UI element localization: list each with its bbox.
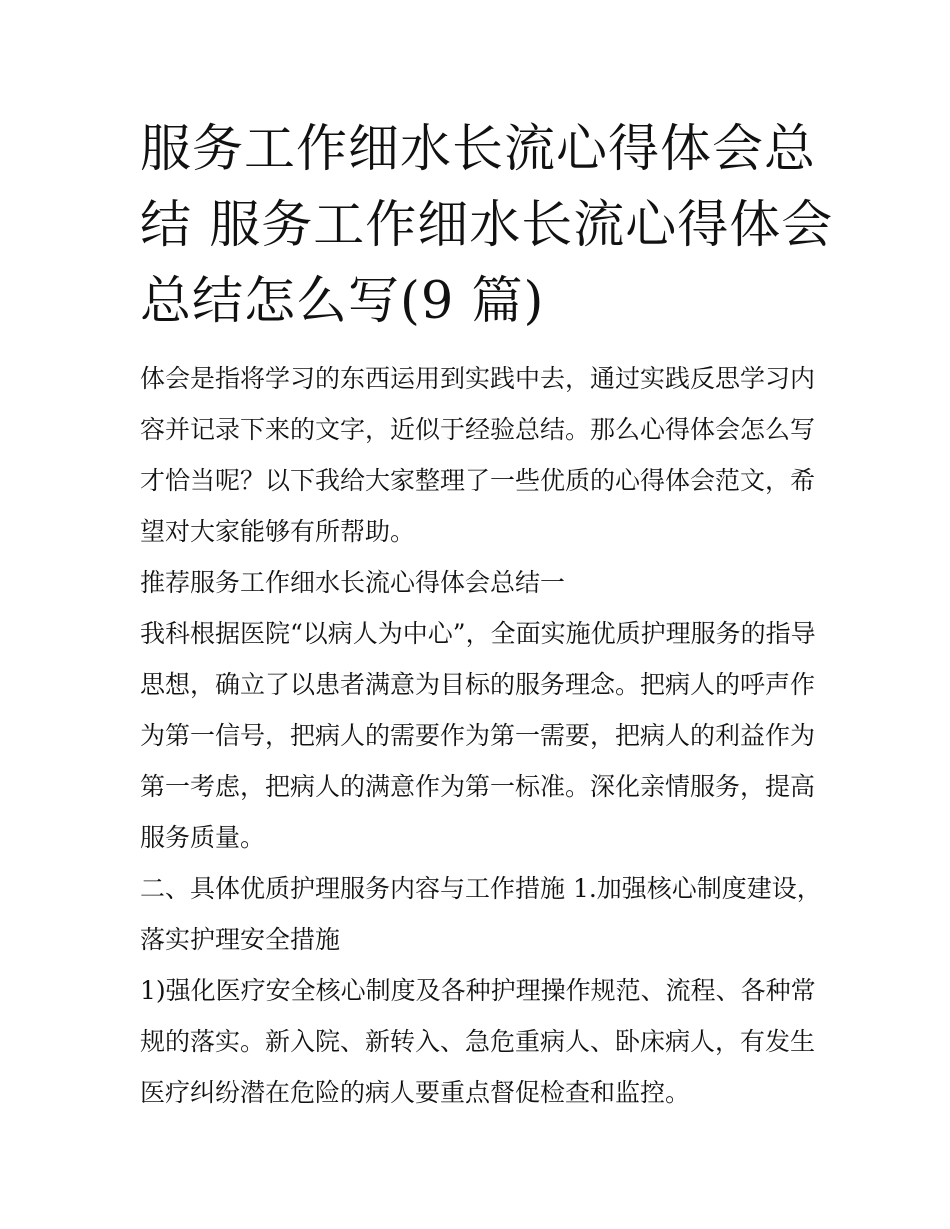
document-title bbox=[140, 112, 834, 340]
text-line: 望对大家能够有所帮助。 bbox=[140, 517, 416, 546]
text-line: 为第一信号，把病人的需要作为第一需要，把病人的利益作为 bbox=[140, 721, 816, 750]
text-line: 体会是指将学习的东西运用到实践中去，通过实践反思学习内 bbox=[140, 364, 816, 393]
text-line: 服务质量。 bbox=[140, 823, 266, 852]
text-line: 思想，确立了以患者满意为目标的服务理念。把病人的呼声作 bbox=[140, 670, 816, 699]
text-line: 落实护理安全措施 bbox=[140, 925, 341, 954]
subsection-heading bbox=[140, 863, 822, 965]
text-line: 规的落实。新入院、新转入、急危重病人、卧床病人，有发生 bbox=[140, 1027, 816, 1056]
title-line: 结 服务工作细水长流心得体会 bbox=[140, 196, 834, 255]
text-line: 医疗纠纷潜在危险的病人要重点督促检查和监控。 bbox=[140, 1078, 691, 1107]
text-line: 才恰当呢？以下我给大家整理了一些优质的心得体会范文，希 bbox=[140, 466, 816, 495]
section-heading bbox=[140, 557, 815, 608]
text-line: 我科根据医院“以病人为中心”，全面实施优质护理服务的指导 bbox=[140, 619, 816, 648]
title-line: 总结怎么写(9 篇) bbox=[140, 272, 545, 331]
intro-paragraph bbox=[140, 353, 815, 557]
title-line: 服务工作细水长流心得体会总 bbox=[140, 120, 817, 179]
text-line: 容并记录下来的文字，近似于经验总结。那么心得体会怎么写 bbox=[140, 415, 816, 444]
document-body bbox=[140, 353, 822, 1118]
body-paragraph bbox=[140, 965, 815, 1118]
text-line: 二、具体优质护理服务内容与工作措施 1.加强核心制度建设， bbox=[140, 874, 822, 903]
text-line: 1)强化医疗安全核心制度及各种护理操作规范、流程、各种常 bbox=[140, 976, 816, 1005]
body-paragraph bbox=[140, 608, 815, 863]
document-page bbox=[140, 112, 834, 1118]
text-line: 推荐服务工作细水长流心得体会总结一 bbox=[140, 568, 566, 597]
text-line: 第一考虑，把病人的满意作为第一标准。深化亲情服务，提高 bbox=[140, 772, 816, 801]
